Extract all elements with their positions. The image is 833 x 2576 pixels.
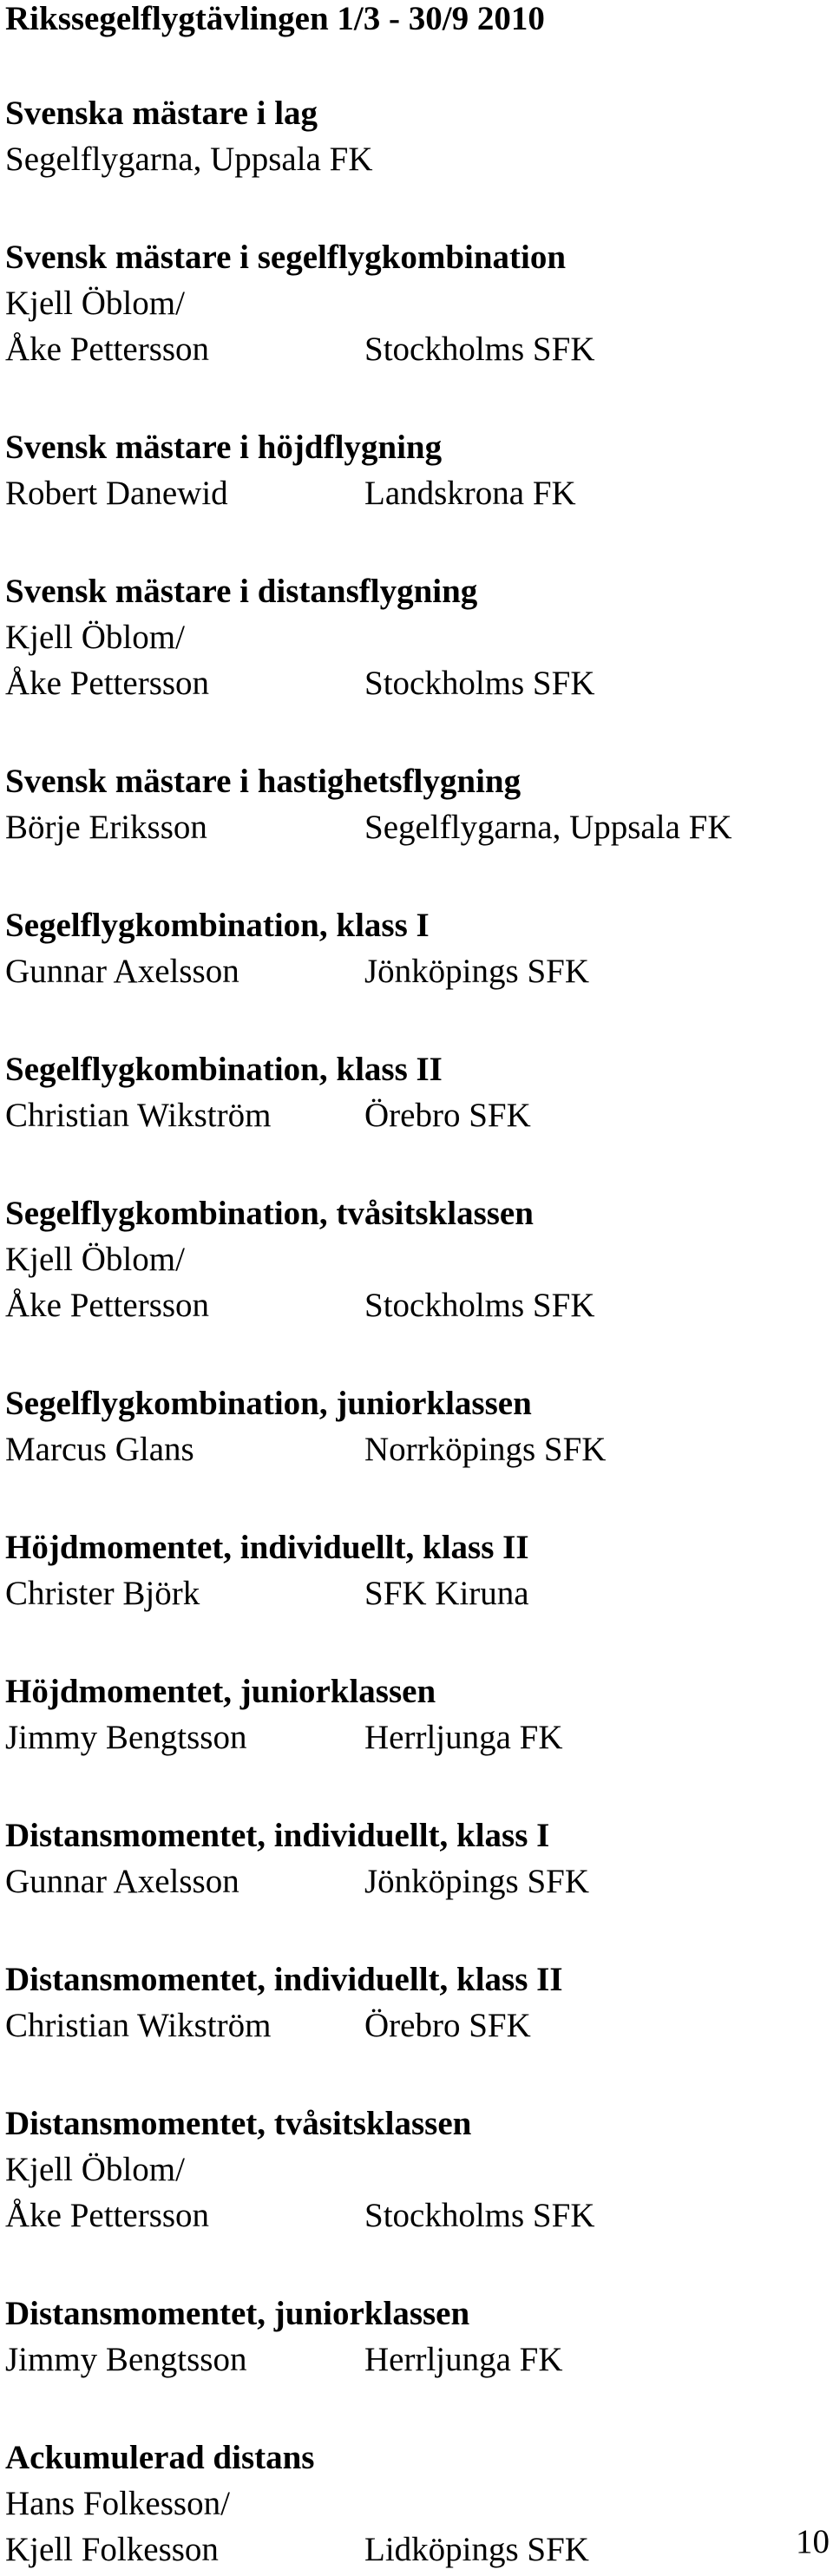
pilot-name: Börje Eriksson	[5, 809, 207, 846]
section-heading: Distansmomentet, individuellt, klass II	[5, 1961, 563, 1998]
result-row	[5, 470, 821, 516]
pilot-name: Hans Folkesson/	[5, 2485, 230, 2522]
result-section	[5, 2291, 821, 2383]
pilot-name: Kjell Öblom/	[5, 285, 185, 322]
result-row	[5, 1858, 821, 1904]
pilot-name: Christian Wikström	[5, 2007, 272, 2044]
result-row	[5, 326, 821, 372]
result-row	[5, 136, 821, 182]
pilot-name: Kjell Öblom/	[5, 619, 185, 656]
result-row	[5, 1282, 821, 1328]
section-heading: Ackumulerad distans	[5, 2439, 315, 2476]
pilot-name: Segelflygarna, Uppsala FK	[5, 141, 373, 178]
page-number: 10	[796, 2523, 830, 2560]
result-section	[5, 1047, 821, 1138]
section-heading: Höjdmomentet, individuellt, klass II	[5, 1529, 529, 1566]
club-name: Stockholms SFK	[364, 665, 595, 702]
result-row	[5, 1092, 821, 1138]
club-name: Segelflygarna, Uppsala FK	[364, 809, 732, 846]
result-row	[5, 2527, 821, 2573]
club-name: Landskrona FK	[364, 475, 576, 512]
section-heading: Segelflygkombination, klass I	[5, 907, 430, 944]
section-heading: Svensk mästare i distansflygning	[5, 573, 478, 610]
result-section	[5, 903, 821, 994]
club-name: Lidköpings SFK	[364, 2531, 589, 2568]
result-section	[5, 2435, 821, 2573]
club-name: SFK Kiruna	[364, 1575, 529, 1612]
result-section	[5, 759, 821, 850]
pilot-name: Robert Danewid	[5, 475, 228, 512]
pilot-name: Åke Pettersson	[5, 665, 210, 702]
result-section	[5, 1381, 821, 1472]
result-row	[5, 614, 821, 660]
club-name: Stockholms SFK	[364, 331, 595, 368]
club-name: Jönköpings SFK	[364, 953, 589, 990]
club-name: Herrljunga FK	[364, 1719, 563, 1756]
result-row	[5, 1426, 821, 1472]
club-name: Norrköpings SFK	[364, 1431, 607, 1468]
result-section	[5, 1957, 821, 2048]
result-section	[5, 235, 821, 372]
result-section	[5, 425, 821, 516]
section-heading: Segelflygkombination, tvåsitsklassen	[5, 1195, 534, 1232]
result-row	[5, 804, 821, 850]
section-heading: Distansmomentet, juniorklassen	[5, 2295, 470, 2332]
result-row	[5, 948, 821, 994]
pilot-name: Gunnar Axelsson	[5, 1863, 239, 1900]
pilot-name: Kjell Folkesson	[5, 2531, 219, 2568]
result-section	[5, 569, 821, 706]
pilot-name: Jimmy Bengtsson	[5, 2341, 247, 2378]
result-row	[5, 2481, 821, 2527]
club-name: Stockholms SFK	[364, 2197, 595, 2234]
result-section	[5, 1525, 821, 1616]
pilot-name: Kjell Öblom/	[5, 2151, 185, 2188]
result-row	[5, 1714, 821, 1760]
section-heading: Svensk mästare i segelflygkombination	[5, 239, 567, 276]
club-name: Stockholms SFK	[364, 1287, 595, 1324]
pilot-name: Åke Pettersson	[5, 1287, 210, 1324]
result-row	[5, 660, 821, 706]
section-heading: Svenska mästare i lag	[5, 95, 318, 132]
section-heading: Svensk mästare i höjdflygning	[5, 429, 443, 466]
section-heading: Segelflygkombination, klass II	[5, 1051, 443, 1088]
result-row	[5, 2002, 821, 2048]
pilot-name: Gunnar Axelsson	[5, 953, 239, 990]
club-name: Örebro SFK	[364, 1097, 531, 1134]
pilot-name: Kjell Öblom/	[5, 1241, 185, 1278]
club-name: Jönköpings SFK	[364, 1863, 589, 1900]
result-section	[5, 1669, 821, 1760]
result-section	[5, 1191, 821, 1328]
document	[5, 0, 821, 2573]
result-row	[5, 2337, 821, 2383]
result-row	[5, 1236, 821, 1282]
result-row	[5, 2193, 821, 2238]
club-name: Örebro SFK	[364, 2007, 531, 2044]
section-heading: Distansmomentet, tvåsitsklassen	[5, 2105, 472, 2142]
club-name: Herrljunga FK	[364, 2341, 563, 2378]
section-heading: Segelflygkombination, juniorklassen	[5, 1385, 532, 1422]
pilot-name: Jimmy Bengtsson	[5, 1719, 247, 1756]
result-row	[5, 2147, 821, 2193]
results-list	[5, 91, 821, 2573]
section-heading: Distansmomentet, individuellt, klass I	[5, 1817, 550, 1854]
result-section	[5, 1813, 821, 1904]
pilot-name: Åke Pettersson	[5, 2197, 210, 2234]
result-section	[5, 2101, 821, 2238]
document-title: Rikssegelflygtävlingen 1/3 - 30/9 2010	[5, 0, 545, 37]
result-section	[5, 91, 821, 182]
result-row	[5, 280, 821, 326]
pilot-name: Christer Björk	[5, 1575, 200, 1612]
section-heading: Höjdmomentet, juniorklassen	[5, 1673, 436, 1710]
result-row	[5, 1570, 821, 1616]
section-heading: Svensk mästare i hastighetsflygning	[5, 763, 521, 800]
pilot-name: Marcus Glans	[5, 1431, 194, 1468]
pilot-name: Åke Pettersson	[5, 331, 210, 368]
pilot-name: Christian Wikström	[5, 1097, 272, 1134]
